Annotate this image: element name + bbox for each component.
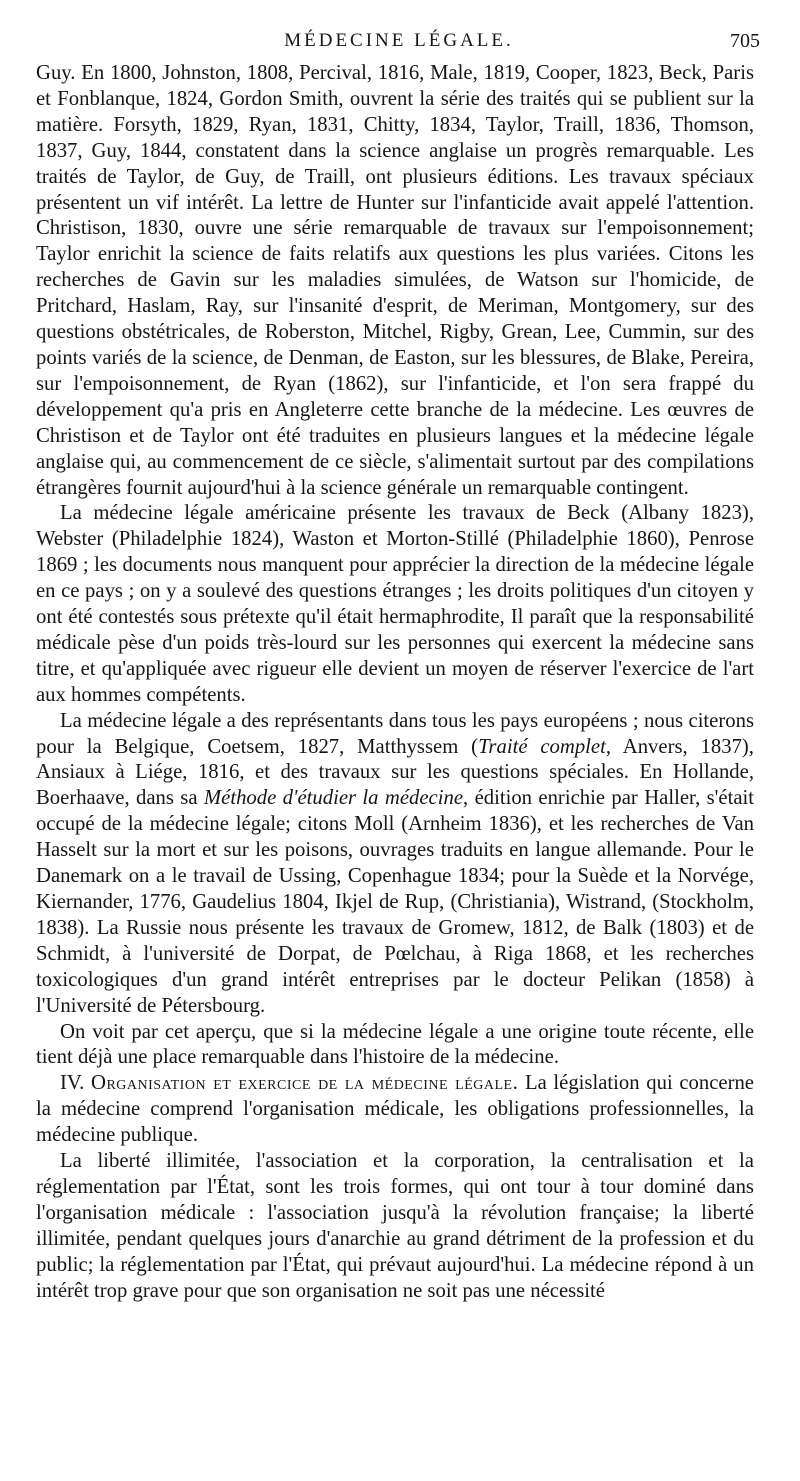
running-head xyxy=(38,30,760,56)
italic-title-methode: Méthode d'étudier la médecine xyxy=(203,787,464,810)
paragraph-european-representatives xyxy=(36,709,754,1020)
body-text xyxy=(36,61,754,1305)
paragraph-english-authors: Guy. En 1800, Johnston, 1808, Percival, 1816, Male, 1819, Cooper, 1823, Beck, Paris et Fonblanque, 1824, Gordon Smith, ouvrent la série des traités qui se publient sur la matière. Forsyth, 1829, Ryan, 1831, Chitty, 1834, Taylor, Traill, 1836, Thomson, 1837, Guy, 1844, constatent dans la science anglaise un progrès remarquable. Les traités de Taylor, de Guy, de Traill, ont plusieurs éditions. Les travaux spéciaux présentent un vif intérêt. La lettre de Hunter sur l'infanticide avait appelé l'attention. Christison, 1830, ouvre une série remarquable de travaux sur l'empoisonnement; Taylor enrichit la science de faits relatifs aux questions les plus variées. Citons les recherches de Gavin sur les maladies simulées, de Watson sur l'homicide, de Pritchard, Haslam, Ray, sur l'insanité d'esprit, de Meriman, Montgomery, sur des questions obstétricales, de Roberston, Mitchel, Rigby, Grean, Lee, Cummin, sur des points variés de la science, de Denman, de Easton, sur les blessures, de Blake, Pereira, sur l'empoisonnement, de Ryan (1862), sur l'infanticide, et l'on sera frappé du développement qu'a pris en Angleterre cette branche de la médecine. Les œuvres de Christison et de Taylor ont été traduites en plusieurs langues et la médecine légale anglaise qui, au commencement de ce siècle, s'alimentait surtout par des compilations étrangères fournit aujourd'hui à la science générale un remarquable contingent. xyxy=(36,62,754,499)
text-run: , édition enrichie par Haller, s'était occupé de la médecine légale; citons Moll (Arnheim 1836), et les recherches de Van Hasselt sur la mort et sur les poisons, ouvrages traduits en langue allemande. Pour le Danemark on a le travail de Ussing, Copenhague 1834; pour la Suède et la Norvége, Kiernander, 1776, Gaudelius 1804, Ikjel de Rup, (Christiania), Wistrand, (Stockholm, 1838). La Russie nous présente les travaux de Gromew, 1812, de Balk (1803) et de Schmidt, à l'université de Dorpat, de Pœlchau, à Riga 1868, et les recherches toxicologiques d'un grand intérêt entreprises par le docteur Pelikan (1858) à l'Université de Pétersbourg. xyxy=(36,787,755,1017)
page-number: 705 xyxy=(730,30,760,52)
section-iv-paragraph xyxy=(36,1071,754,1149)
section-number: IV. xyxy=(60,1072,85,1095)
text-run: La législation qui concerne la médecine comprend l'organisation médicale, les obligations professionnelles, la médecine publique. xyxy=(36,1072,754,1147)
italic-title-traite: Traité complet xyxy=(478,735,606,758)
text-run: La médecine légale a des représentants dans tous les pays européens ; nous citerons pour la Belgique, Coetsem, 1827, Matthyssem ( xyxy=(36,709,754,758)
paragraph-overview: On voit par cet aperçu, que si la médecine légale a une origine toute récente, elle tient déjà une place remarquable dans l'histoire de la médecine. xyxy=(36,1020,754,1069)
running-title: MÉDECINE LÉGALE. xyxy=(284,30,514,51)
paragraph-organisation-forms: La liberté illimitée, l'association et la corporation, la centralisation et la réglementation par l'État, sont les trois formes, qui ont tour à tour dominé dans l'organisation médicale : l'association jusqu'à la révolution française; la liberté illimitée, pendant quelques jours d'anarchie au grand détriment de la profession et du public; la réglementation par l'État, qui prévaut aujourd'hui. La médecine répond à un intérêt trop grave pour que son organisation ne soit pas une nécessité xyxy=(36,1150,754,1302)
section-heading: Organisation et exercice de la médecine légale. xyxy=(91,1072,519,1095)
text-run: , Anvers, 1837), Ansiaux à Liége, 1816, et des travaux sur les questions spéciales. En Hollande, Boerhaave, dans sa xyxy=(36,735,754,810)
paragraph-american-legal-medicine: La médecine légale américaine présente les travaux de Beck (Albany 1823), Webster (Philadelphie 1824), Waston et Morton-Stillé (Philadelphie 1860), Penrose 1869 ; les documents nous manquent pour apprécier la direction de la médecine légale en ce pays ; on y a soulevé des questions étranges ; les droits politiques d'un citoyen y ont été contestés sous prétexte qu'il était hermaphrodite, Il paraît que la responsabilité médicale pèse d'un poids très-lourd sur les personnes qui exercent la médecine sans titre, et qu'appliquée avec rigueur elle devient un moyen de réserver l'exercice de l'art aux hommes compétents. xyxy=(36,502,754,706)
